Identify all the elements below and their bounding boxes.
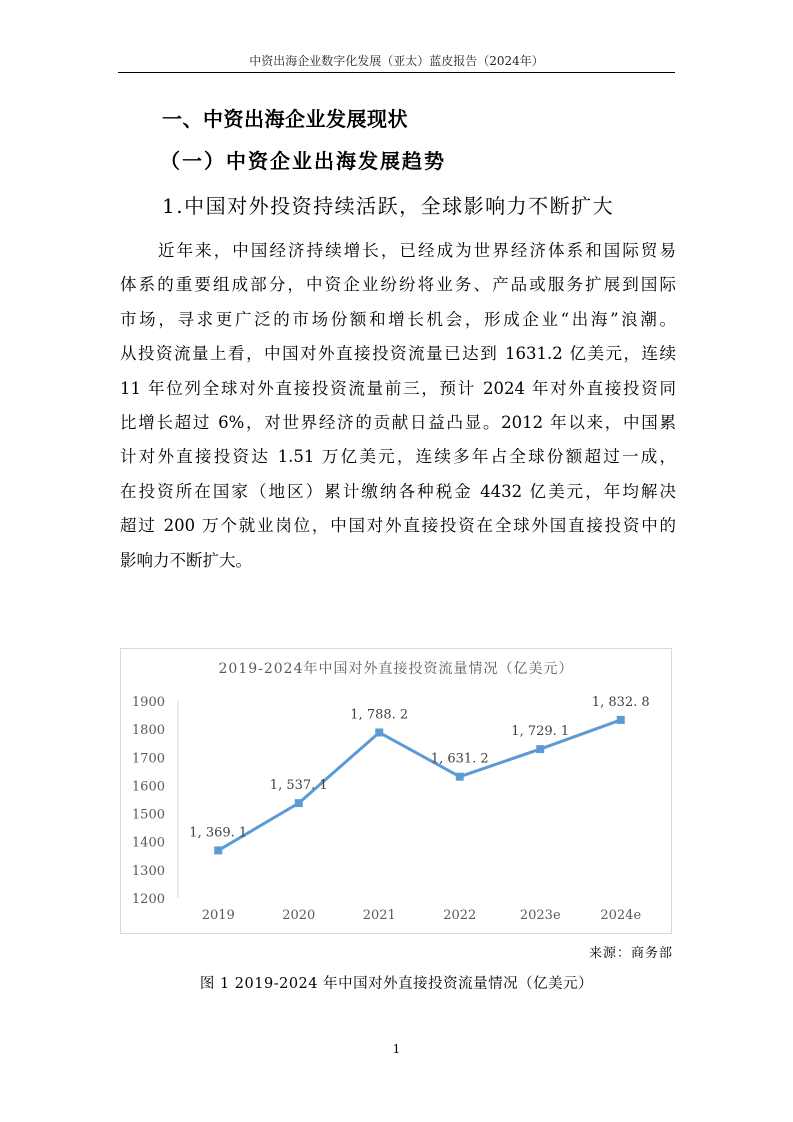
y-tick-label: 1800 [131,723,165,739]
paragraph-line: 从投资流量上看，中国对外直接投资流量已达到 1631.2 亿美元，连续 [120,344,676,364]
running-header: 中资出海企业数字化发展（亚太）蓝皮报告（2024年） [249,54,544,68]
paragraph-line: 体系的重要组成部分，中资企业纷纷将业务、产品或服务扩展到国际 [120,275,676,295]
body-paragraph [120,234,676,578]
data-label: 1, 631. 2 [430,751,489,767]
line-chart [121,649,671,933]
paragraph-line: 市场，寻求更广泛的市场份额和增长机会，形成企业“出海”浪潮。 [120,309,676,329]
section-heading-1: 一、中资出海企业发展现状 [162,107,408,131]
y-tick-label: 1200 [131,892,165,907]
chart-title: 2019-2024年中国对外直接投资流量情况（亿美元） [218,661,574,677]
data-label: 1, 788. 2 [350,707,409,723]
y-tick-label: 1700 [131,751,165,767]
figure-caption: 图 1 2019-2024 年中国对外直接投资流量情况（亿美元） [199,976,594,992]
x-tick-label: 2022 [443,908,477,923]
paragraph-line: 超过 200 万个就业岗位，中国对外直接投资在全球外国直接投资中的 [120,516,676,536]
chart-container [120,648,672,934]
y-tick-label: 1300 [131,863,165,879]
y-tick-label: 1400 [131,835,165,851]
data-point-marker [617,716,625,724]
paragraph-line: 影响力不断扩大。 [120,550,252,570]
data-point-marker [536,745,544,753]
data-label: 1, 729. 1 [511,724,570,740]
paragraph-line: 在投资所在国家（地区）累计缴纳各种税金 4432 亿美元，年均解决 [120,481,676,501]
y-tick-label: 1600 [131,779,165,795]
source-note: 来源：商务部 [588,946,673,961]
x-tick-label: 2019 [201,908,235,923]
page-number: 1 [392,1042,401,1056]
section-heading-2: （一）中资企业出海发展趋势 [160,149,446,173]
data-point-marker [456,773,464,781]
paragraph-line: 比增长超过 6%，对世界经济的贡献日益凸显。2012 年以来，中国累 [120,412,676,432]
y-tick-label: 1500 [131,807,165,823]
data-point-marker [214,846,222,854]
header-rule [118,72,675,73]
section-heading-3: 1.中国对外投资持续活跃，全球影响力不断扩大 [162,194,615,218]
x-tick-label: 2021 [362,908,396,923]
paragraph-line: 近年来，中国经济持续增长，已经成为世界经济体系和国际贸易 [158,241,676,260]
data-label: 1, 832. 8 [591,694,650,710]
y-tick-label: 1900 [131,695,165,710]
paragraph-line: 11 年位列全球对外直接投资流量前三，预计 2024 年对外直接投资同 [120,378,676,398]
data-point-marker [295,799,303,807]
x-tick-label: 2024e [600,908,642,923]
data-label: 1, 537. 1 [269,778,328,794]
x-tick-label: 2023e [519,908,561,923]
x-tick-label: 2020 [282,908,316,923]
data-label: 1, 369. 1 [189,825,248,841]
paragraph-line: 计对外直接投资达 1.51 万亿美元，连续多年占全球份额超过一成， [120,447,676,467]
data-point-marker [375,728,383,736]
